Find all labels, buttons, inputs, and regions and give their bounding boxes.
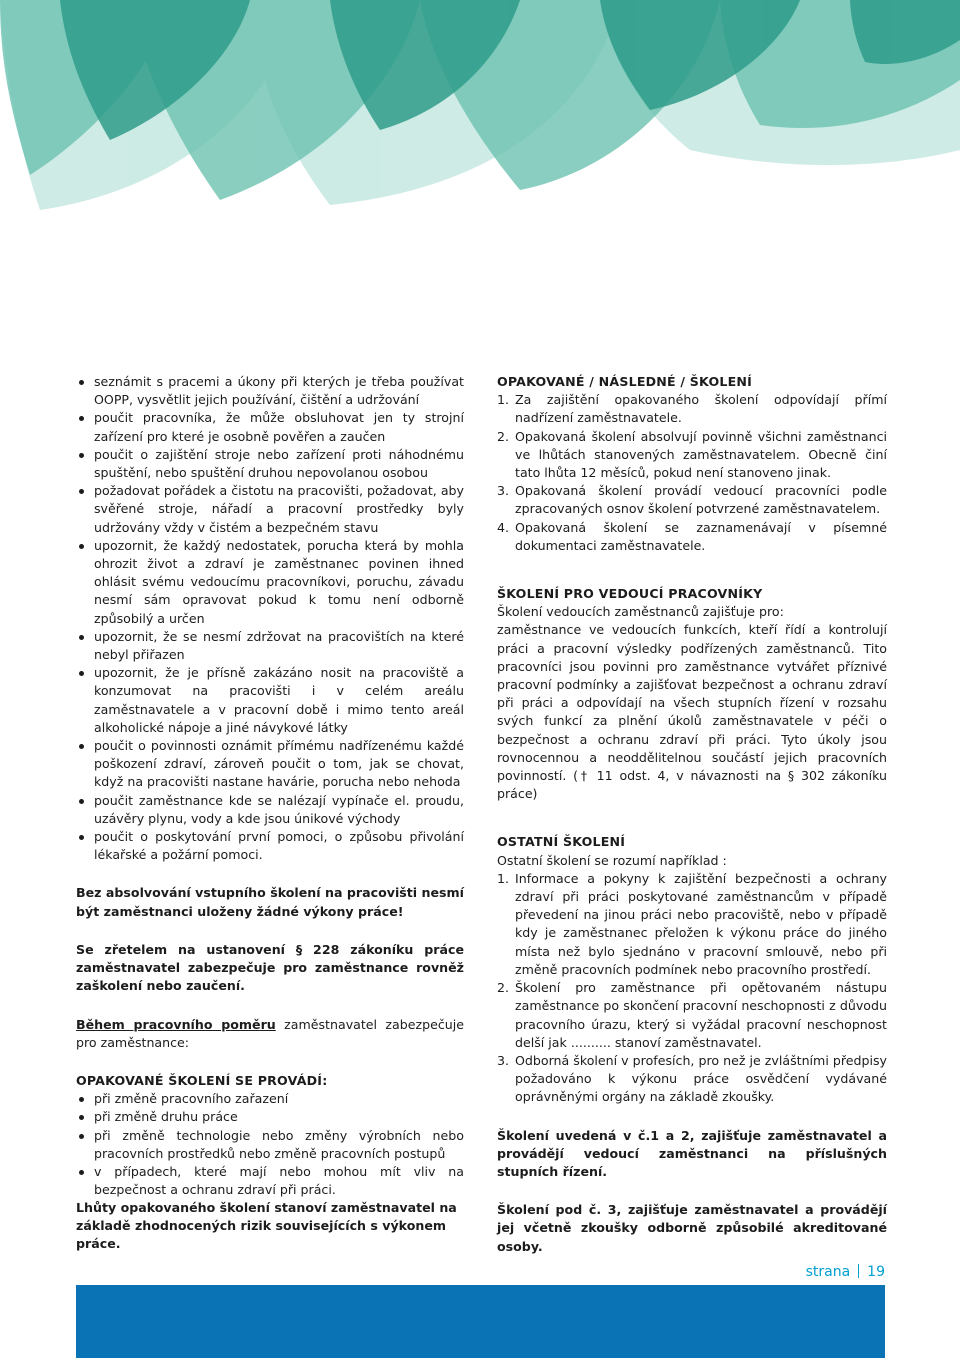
other-training-list — [497, 870, 887, 1107]
repeat-followup-list — [497, 391, 887, 555]
item-text: Za zajištění opakovaného školení odpovídají přímí nadřízení zaměstnavatele. — [515, 392, 887, 426]
list-item — [497, 870, 887, 979]
item-text: Opakovaná školení se zaznamenávají v písemné dokumentaci zaměstnavatele. — [515, 519, 887, 553]
intro-bullet-list — [76, 373, 464, 864]
note-items-1-2: Školení uvedená v č.1 a 2, zajišťuje zaměstnavatel a provádějí vedoucí zaměstnanci na příslušných stupních řízení. — [497, 1127, 887, 1179]
note-item-3: Školení pod č. 3, zajišťuje zaměstnavatel a provádějí jej včetně zkoušky odborně způsobilé akreditované osoby. — [497, 1202, 887, 1254]
repeat-training-heading: OPAKOVANÉ ŠKOLENÍ SE PROVÁDÍ: — [76, 1072, 328, 1088]
warning-training: Se zřetelem na ustanovení § 228 zákoníku práce zaměstnavatel zabezpečuje pro zaměstnance rovněž zaškolení nebo zaučení. — [76, 941, 464, 994]
list-item: upozornit, že každý nedostatek, porucha která by mohla ohrozit život a zdraví je zaměstnanec povinen ihned ohlásit svému vedoucímu pracovníkovi, poruchu, závadu nesmí sám opravovat pokud k tomu není odborně způsobilý a určen — [76, 537, 464, 628]
footer-blue-bar — [76, 1285, 885, 1358]
list-item: upozornit, že se nesmí zdržovat na pracovištích na které nebyl přiřazen — [76, 628, 464, 664]
list-item: v případech, které mají nebo mohou mít vliv na bezpečnost a ochranu zdraví při práci. — [76, 1163, 464, 1199]
employment-intro — [76, 1016, 464, 1052]
item-text: Opakovaná školení provádí vedoucí pracovníci podle zpracovaných osnov školení potvrzené zaměstnavatelem. — [515, 483, 887, 517]
employment-intro-rest: zaměstnavatel zabezpečuje pro zaměstnance: — [76, 1016, 465, 1050]
list-item: při změně technologie nebo změny výrobních nebo pracovních prostředků nebo změně pracovních postupů — [76, 1127, 464, 1163]
list-item — [497, 979, 887, 1052]
list-item: poučit o poskytování první pomoci, o způsobu přivolání lékařské a požární pomoci. — [76, 828, 464, 864]
item-number: 4. — [497, 519, 510, 535]
list-item — [497, 391, 887, 427]
other-training-heading: OSTATNÍ ŠKOLENÍ — [497, 834, 626, 850]
item-number: 3. — [497, 483, 510, 499]
list-item — [497, 482, 887, 518]
list-item: upozornit, že je přísně zakázáno nosit na pracoviště a konzumovat na pracovišti i v celém areálu zaměstnavatele a v pracovní době i mimo tento areál alkoholické nápoje a jiné návykové látky — [76, 664, 464, 737]
right-column — [497, 373, 887, 1256]
list-item: seznámit s pracemi a úkony při kterých je třeba používat OOPP, vysvětlit jejich používání, čištění a udržování — [76, 373, 464, 409]
item-number: 2. — [497, 428, 510, 444]
list-item: poučit pracovníka, že může obsluhovat jen ty strojní zařízení pro které je osobně pověřen a zaučen — [76, 409, 464, 445]
managers-training-body: zaměstnance ve vedoucích funkcích, kteří řídí a kontrolují práci a pracovní výsledky podřízených zaměstnanců. Tito pracovníci jsou povinni pro zaměstnance vytvářet příznivé pracovní podmínky a zajišťovat bezpečnost a ochranu zdraví při práci a odpovídají na všech stupních řízení v rozsahu svých funkcí za plnění úkolů zaměstnavatele v péči o bezpečnost a ochranu zdraví při práci. Tyto úkoly jsou rovnocennou a neoddělitelnou součástí jejich pracovních povinností. († 11 odst. 4, v návaznosti na § 302 zákoníku práce) — [497, 622, 887, 802]
managers-training-heading: ŠKOLENÍ PRO VEDOUCÍ PRACOVNÍKY — [497, 586, 763, 602]
deadline-note: Lhůty opakovaného školení stanoví zaměstnavatel na základě zhodnocených rizik souvisejících s výkonem práce. — [76, 1200, 457, 1252]
employment-intro-underlined: Během pracovního poměru — [76, 1016, 276, 1032]
item-number: 2. — [497, 980, 510, 996]
item-number: 3. — [497, 1052, 510, 1068]
repeat-followup-heading: OPAKOVANÉ / NÁSLEDNÉ / ŠKOLENÍ — [497, 374, 753, 389]
other-training-intro: Ostatní školení se rozumí například : — [497, 852, 727, 868]
list-item: požadovat pořádek a čistotu na pracovišti, požadovat, aby svěřené stroje, nářadí a pracovní prostředky byly udržovány vždy v čistém a bezpečném stavu — [76, 482, 464, 537]
item-number: 1. — [497, 870, 510, 886]
list-item: poučit o zajištění stroje nebo zařízení proti náhodnému spuštění, nebo spuštění druhou nepovolanou osobou — [76, 446, 464, 482]
list-item — [497, 519, 887, 555]
page-number-value: 19 — [867, 1264, 885, 1280]
left-column — [76, 373, 464, 1199]
warning-no-work: Bez absolvování vstupního školení na pracovišti nesmí být zaměstnanci uloženy žádné výkony práce! — [76, 885, 464, 919]
list-item: při změně druhu práce — [76, 1108, 464, 1126]
item-number: 1. — [497, 392, 510, 408]
item-text: Opakovaná školení absolvují povinně všichni zaměstnanci ve lhůtách stanovených zaměstnavatelem. Obecně činí tato lhůta 12 měsíců, pokud není stanoveno jinak. — [515, 428, 887, 481]
item-text: Školení pro zaměstnance při opětovaném nástupu zaměstnance po skončení pracovní neschopnosti z důvodu pracovního úrazu, který si vyžádal pracovní neschopnost delší jak .......... stanoví zaměstnavatel. — [515, 980, 887, 1050]
managers-training-intro: Školení vedoucích zaměstnanců zajišťuje pro: — [497, 604, 784, 620]
list-item: poučit o povinnosti oznámit přímému nadřízenému každé poškození zdraví, zároveň poučit o tom, jak se chovat, když na pracovišti nastane havárie, porucha nebo nehoda — [76, 737, 464, 792]
repeat-bullet-list — [76, 1090, 464, 1199]
item-text: Odborná školení v profesích, pro než je zvláštními předpisy požadováno k výkonu práce osvědčení vydávané oprávněnými orgány na základě zkoušky. — [515, 1052, 887, 1105]
list-item: při změně pracovního zařazení — [76, 1090, 464, 1108]
list-item — [497, 428, 887, 483]
item-text: Informace a pokyny k zajištění bezpečnosti a ochrany zdraví při práci poskytované zaměstnancům v případě převedení na jinou práci nebo pracoviště, nebo v případě kdy je zaměstnanec přeložen k výkonu práce do jiného místa než bylo sjednáno v pracovní smlouvě, nebo při změně pracovních podmínek nebo pracovního prostředí. — [515, 870, 887, 977]
header-leaf-decoration — [0, 0, 960, 215]
list-item: poučit zaměstnance kde se nalézají vypínače el. proudu, uzávěry plynu, vody a kde jsou únikové východy — [76, 792, 464, 828]
page-number — [760, 1264, 885, 1280]
page-label: strana — [805, 1264, 851, 1280]
page-separator — [858, 1264, 859, 1278]
list-item — [497, 1052, 887, 1107]
